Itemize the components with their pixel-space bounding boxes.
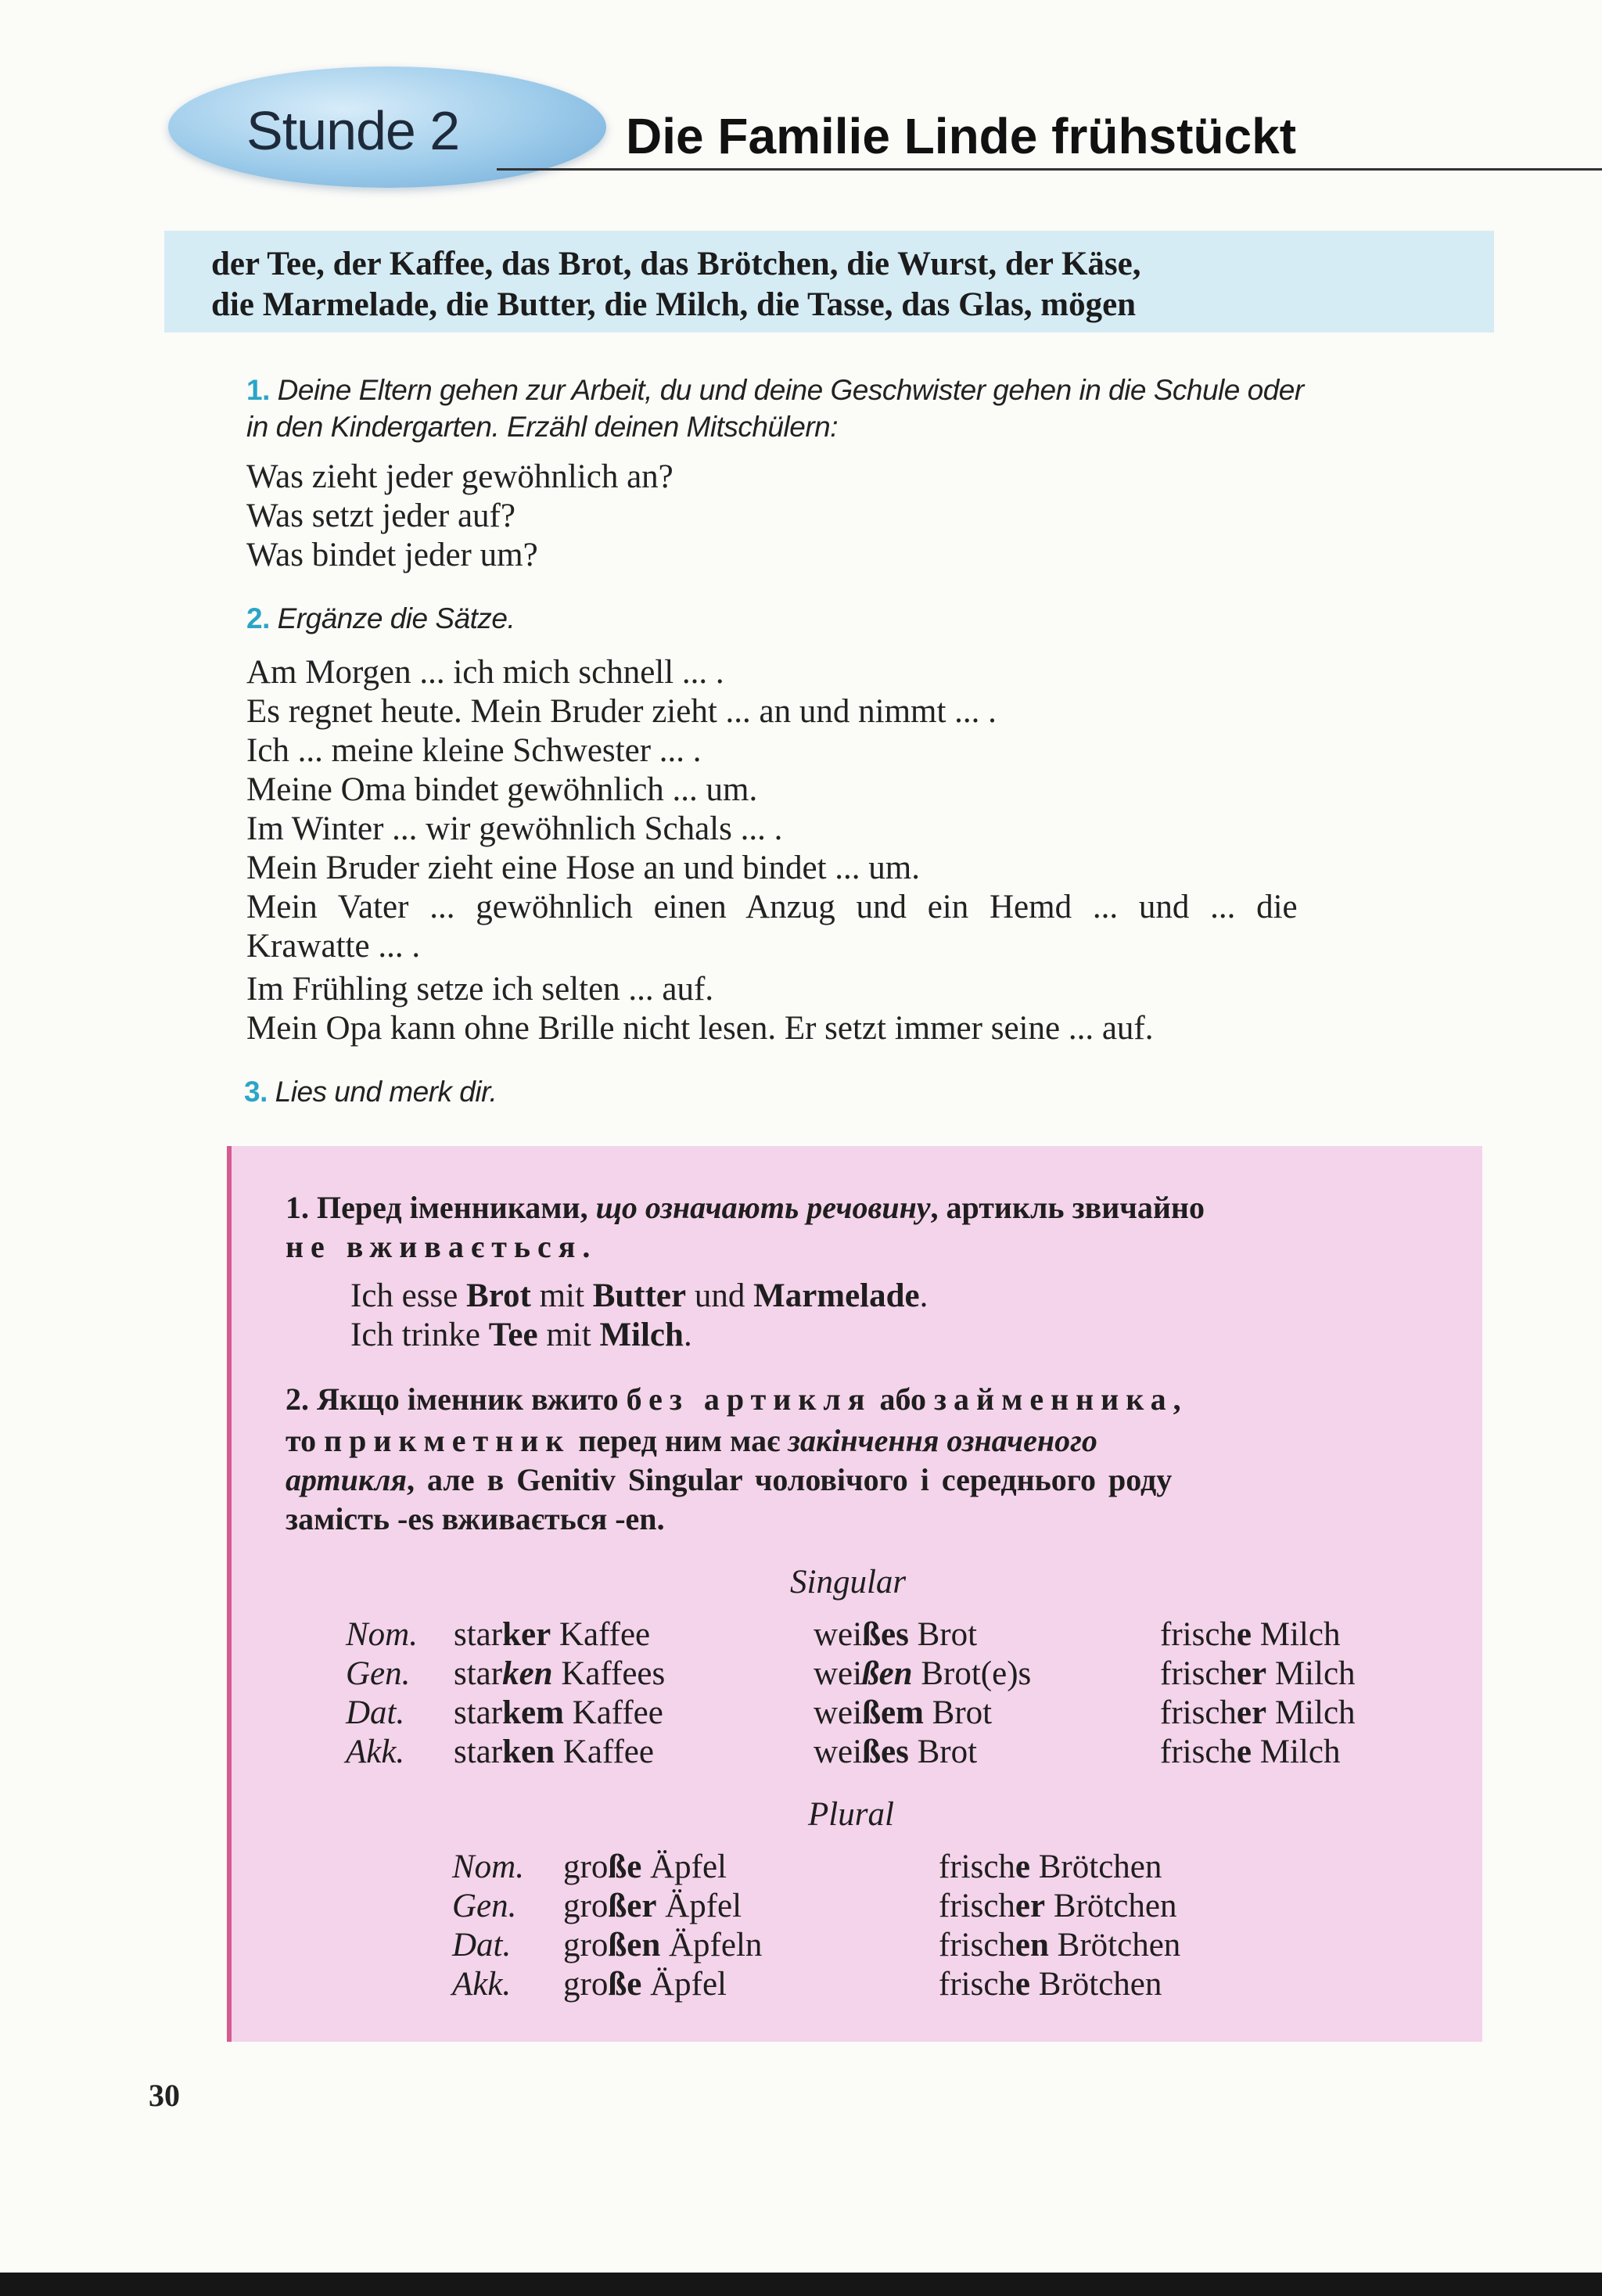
plural-heading: Plural <box>808 1796 894 1833</box>
instruction-text: in den Kindergarten. Erzähl deinen Mitschülern: <box>246 411 839 443</box>
rule-text: 2. Якщо іменник вжито <box>286 1382 627 1417</box>
rule-emphasis: закінчення означеного <box>788 1423 1097 1458</box>
exercise-number: 2. <box>246 602 270 634</box>
case-label: Nom. <box>452 1849 524 1885</box>
rule-emphasis: артикля <box>286 1462 408 1497</box>
rule-text: , <box>1173 1382 1181 1417</box>
singular-heading: Singular <box>790 1564 907 1601</box>
declension-cell: frischer Milch <box>1160 1694 1356 1731</box>
exercise-number: 3. <box>244 1076 268 1108</box>
rule-spaced-term: займенника <box>933 1382 1173 1417</box>
rule-text: або <box>871 1382 934 1417</box>
rule-1-example <box>350 1277 928 1315</box>
declension-cell: starken Kaffee <box>454 1734 654 1770</box>
declension-cell: frische Brötchen <box>939 1966 1162 2003</box>
sentence-line: Mein Vater ... gewöhnlich einen Anzug und ein Hemd ... und ... die <box>246 889 1298 925</box>
declension-cell: frische Brötchen <box>939 1849 1162 1885</box>
sentence-line: Mein Opa kann ohne Brille nicht lesen. Er setzt immer seine ... auf. <box>246 1010 1154 1047</box>
example-text: . <box>683 1317 692 1353</box>
rule-2-line <box>286 1422 1097 1459</box>
case-label: Gen. <box>452 1888 517 1924</box>
rule-text: перед ним має <box>570 1423 788 1458</box>
rule-box-accent-bar <box>227 1146 232 2042</box>
rule-spaced-term: прикметник <box>324 1423 571 1458</box>
declension-cell: frischer Milch <box>1160 1655 1356 1692</box>
rule-2-line <box>286 1381 1181 1417</box>
case-label: Dat. <box>452 1927 512 1964</box>
declension-cell: weißes Brot <box>814 1734 978 1770</box>
instruction-text: Lies und merk dir. <box>275 1076 497 1108</box>
example-text: mit <box>537 1317 600 1353</box>
sentence-line: Meine Oma bindet gewöhnlich ... um. <box>246 771 758 808</box>
example-text: Ich esse <box>350 1277 467 1314</box>
sentence-line: Ich ... meine kleine Schwester ... . <box>246 732 702 769</box>
declension-cell: starker Kaffee <box>454 1616 651 1653</box>
sentence-line: Im Winter ... wir gewöhnlich Schals ... . <box>246 810 783 847</box>
declension-cell: großen Äpfeln <box>563 1927 763 1964</box>
rule-text: , але в Genitiv Singular чоловічого і середнього роду <box>407 1462 1173 1497</box>
example-text: und <box>686 1277 754 1314</box>
example-text: mit <box>530 1277 593 1314</box>
declension-cell: weißen Brot(e)s <box>814 1655 1032 1692</box>
instruction-text: Deine Eltern gehen zur Arbeit, du und deine Geschwister gehen in die Schule oder <box>277 374 1304 406</box>
rule-emphasis: що означають речовину <box>595 1190 931 1225</box>
rule-2-line <box>286 1500 665 1537</box>
case-label: Akk. <box>452 1966 512 2003</box>
case-label: Akk. <box>346 1734 405 1770</box>
rule-1-example <box>350 1316 692 1354</box>
vocabulary-box <box>164 231 1494 332</box>
declension-cell: frische Milch <box>1160 1616 1341 1653</box>
rule-text: то <box>286 1423 325 1458</box>
page-number: 30 <box>149 2078 180 2113</box>
rule-text: замість <box>286 1501 397 1536</box>
rule-2-line <box>286 1461 1172 1498</box>
declension-cell: frischen Brötchen <box>939 1927 1181 1964</box>
rule-spaced-term: без артикля <box>626 1382 872 1417</box>
declension-cell: starkem Kaffee <box>454 1694 663 1731</box>
header-rule <box>497 168 1602 171</box>
declension-cell: weißem Brot <box>814 1694 993 1731</box>
example-noun: Tee <box>488 1317 538 1353</box>
case-label: Nom. <box>346 1616 418 1653</box>
vocabulary-line: der Tee, der Kaffee, das Brot, das Brötchen, die Wurst, der Käse, <box>211 246 1141 282</box>
question-line: Was zieht jeder gewöhnlich an? <box>246 458 673 495</box>
rule-text: . <box>656 1501 665 1536</box>
question-line: Was bindet jeder um? <box>246 537 538 573</box>
example-noun: Brot <box>466 1277 531 1314</box>
exercise-2-instruction <box>246 602 515 635</box>
rule-text: , артикль звичайно <box>930 1190 1205 1225</box>
declension-cell: frischer Brötchen <box>939 1888 1177 1924</box>
lesson-header <box>160 59 1490 199</box>
rule-text: вживається <box>433 1501 616 1536</box>
exercise-1-instruction <box>246 374 1304 407</box>
example-noun: Marmelade <box>753 1277 920 1314</box>
sentence-line: Krawatte ... . <box>246 928 421 965</box>
question-line: Was setzt jeder auf? <box>246 498 515 534</box>
page-title: Die Familie Linde frühstückt <box>626 108 1297 164</box>
exercise-3-instruction <box>244 1076 497 1108</box>
case-label: Gen. <box>346 1655 411 1692</box>
scan-edge <box>0 2273 1602 2296</box>
lesson-number: Stunde 2 <box>246 100 460 161</box>
declension-cell: große Äpfel <box>563 1966 727 2003</box>
declension-cell: große Äpfel <box>563 1849 727 1885</box>
example-text: . <box>919 1277 929 1314</box>
vocabulary-line: die Marmelade, die Butter, die Milch, die Tasse, das Glas, mögen <box>211 286 1137 323</box>
case-label: Dat. <box>346 1694 405 1731</box>
example-noun: Butter <box>592 1277 687 1314</box>
sentence-line: Mein Bruder zieht eine Hose an und bindet ... um. <box>246 850 920 886</box>
rule-1-line <box>286 1189 1205 1226</box>
example-noun: Milch <box>599 1317 684 1353</box>
declension-cell: starken Kaffees <box>454 1655 666 1692</box>
declension-cell: großer Äpfel <box>563 1888 742 1924</box>
sentence-line: Am Morgen ... ich mich schnell ... . <box>246 654 724 691</box>
example-text: Ich trinke <box>350 1317 489 1353</box>
declension-cell: weißes Brot <box>814 1616 978 1653</box>
declension-cell: frische Milch <box>1160 1734 1341 1770</box>
ending-marker: -es <box>397 1501 434 1536</box>
instruction-text: Ergänze die Sätze. <box>277 602 515 634</box>
sentence-line: Im Frühling setze ich selten ... auf. <box>246 971 714 1008</box>
sentence-line: Es regnet heute. Mein Bruder zieht ... an und nimmt ... . <box>246 693 997 730</box>
ending-marker: -en <box>615 1501 657 1536</box>
rule-text: 1. Перед іменниками, <box>286 1190 596 1225</box>
rule-1-line: не вживається. <box>286 1229 598 1264</box>
exercise-number: 1. <box>246 374 270 406</box>
